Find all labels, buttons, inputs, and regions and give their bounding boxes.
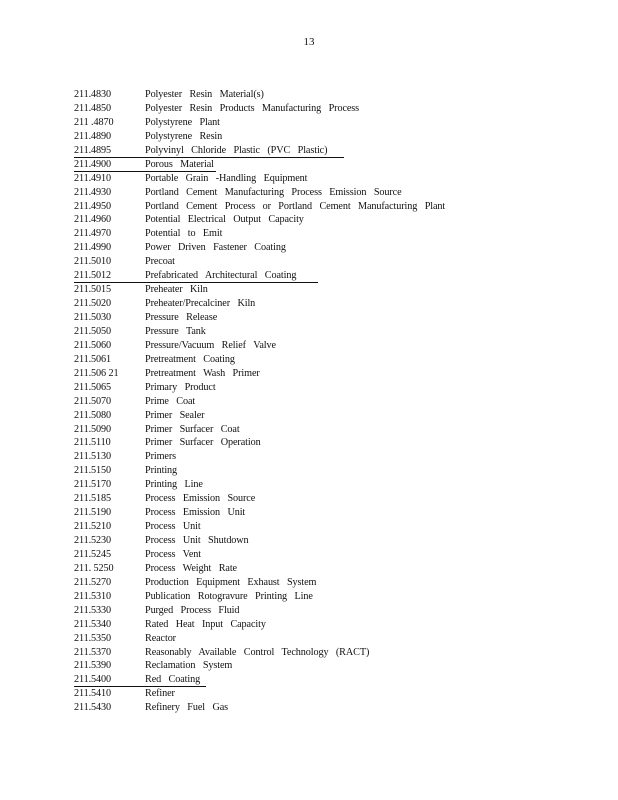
definition-row (74, 283, 594, 297)
definition-row (74, 646, 594, 660)
section-code: 211.5185 (74, 493, 112, 505)
defined-term: Rated Heat Input Capacity (145, 618, 266, 630)
definition-row (74, 534, 594, 548)
section-code: 211.5070 (74, 395, 112, 407)
definition-row (74, 436, 594, 450)
section-code: 211.4895 (74, 144, 112, 156)
definition-row (74, 506, 594, 520)
section-code: 211.5030 (74, 312, 112, 323)
section-code: 211.5350 (74, 632, 112, 644)
defined-term: Primary Product (145, 381, 216, 393)
definition-row (74, 395, 594, 409)
definition-row (74, 464, 594, 478)
defined-term: Process Emission Source (145, 493, 256, 505)
definition-row (74, 255, 594, 269)
defined-term: Primer Surfacer Operation (145, 437, 261, 449)
definition-row (74, 632, 594, 646)
definition-row (74, 241, 594, 255)
defined-term: Publication Rotogravure Printing Line (145, 590, 313, 602)
defined-term: Porous Material (145, 158, 214, 170)
definition-row (74, 673, 206, 687)
defined-term: Power Driven Fastener Coating (145, 242, 286, 254)
defined-term: Prefabricated Architectural Coating (145, 270, 297, 282)
defined-term: Portable Grain -Handling Equipment (145, 172, 308, 184)
definition-row (74, 701, 594, 715)
defined-term: Potential Electrical Output Capacity (145, 214, 304, 226)
definition-row (74, 520, 594, 534)
definition-row (74, 130, 594, 144)
defined-term: Portland Cement Manufacturing Process Emission Source (145, 186, 402, 198)
section-code: 211.4950 (74, 200, 112, 212)
definition-row (74, 144, 344, 158)
section-code: 211.5170 (74, 479, 112, 491)
definition-row (74, 548, 594, 562)
definition-row (74, 116, 594, 130)
section-code: 211.5190 (74, 507, 112, 519)
definition-row (74, 353, 594, 367)
defined-term: Pressure Tank (145, 325, 206, 337)
defined-term: Polystyrene Resin (145, 130, 223, 142)
defined-term: Polyvinyl Chloride Plastic (PVC Plastic) (145, 144, 328, 156)
definition-row (74, 102, 594, 116)
definition-row (74, 590, 594, 604)
section-code: 211.5010 (74, 256, 112, 268)
section-code: 211.5061 (74, 353, 112, 365)
defined-term: Refiner (145, 688, 175, 700)
defined-term: Primer Sealer (145, 409, 205, 421)
section-code: 211.5150 (74, 465, 112, 477)
section-code: 211.5230 (74, 535, 112, 546)
definition-row (74, 186, 594, 200)
definition-row (74, 200, 594, 214)
defined-term: Pressure/Vacuum Relief Valve (145, 339, 276, 351)
defined-term: Portland Cement Process or Portland Cement Manufacturing Plant (145, 200, 446, 212)
section-code: 211.5370 (74, 646, 112, 658)
section-code: 211.5012 (74, 270, 112, 282)
section-code: 211.5245 (74, 548, 112, 560)
definition-row (74, 367, 594, 381)
defined-term: Precoat (145, 256, 175, 268)
section-code: 211. 5250 (74, 562, 114, 574)
definition-row (74, 213, 594, 227)
definition-row (74, 158, 216, 172)
definition-row (74, 687, 594, 701)
defined-term: Potential to Emit (145, 228, 223, 240)
section-code: 211.5330 (74, 604, 112, 616)
defined-term: Process Vent (145, 548, 201, 560)
defined-term: Process Emission Unit (145, 507, 246, 519)
defined-term: Reasonably Available Control Technology (RACT) (145, 646, 370, 658)
definition-row (74, 311, 594, 325)
defined-term: Process Unit (145, 521, 201, 533)
section-code: 211.5410 (74, 688, 112, 700)
defined-term: Pretreatment Coating (145, 353, 235, 365)
page-number: 13 (303, 36, 315, 48)
defined-term: Primers (145, 451, 176, 463)
defined-term: Prime Coat (145, 395, 196, 407)
section-code: 211.4970 (74, 228, 112, 240)
definition-row (74, 450, 594, 464)
section-code: 211 .4870 (74, 116, 114, 128)
defined-term: Refinery Fuel Gas (145, 702, 228, 714)
section-code: 211.4850 (74, 102, 112, 114)
section-code: 211.5390 (74, 660, 112, 672)
defined-term: Preheater/Precalciner Kiln (145, 298, 256, 310)
section-code: 211.5110 (74, 437, 111, 449)
definition-row (74, 562, 594, 576)
defined-term: Red Coating (145, 674, 201, 686)
defined-term: Primer Surfacer Coat (145, 423, 240, 435)
section-code: 211.5270 (74, 576, 112, 588)
defined-term: Reclamation System (145, 660, 233, 672)
defined-term: Process Weight Rate (145, 562, 237, 574)
section-code: 211.4990 (74, 242, 112, 254)
section-code: 211.506 21 (74, 367, 119, 379)
definition-row (74, 478, 594, 492)
defined-term: Polyester Resin Products Manufacturing Process (145, 102, 360, 114)
section-code: 211.5210 (74, 521, 112, 533)
definition-row (74, 297, 594, 311)
definition-row (74, 618, 594, 632)
section-code: 211.4900 (74, 158, 112, 170)
section-code: 211.4910 (74, 172, 112, 184)
section-code: 211.5430 (74, 702, 112, 714)
definition-row (74, 339, 594, 353)
section-code: 211.5130 (74, 451, 112, 463)
section-code: 211.5020 (74, 298, 112, 310)
definition-row (74, 492, 594, 506)
defined-term: Pressure Release (145, 312, 218, 323)
section-code: 211.5310 (74, 590, 112, 602)
definition-row (74, 172, 594, 186)
definition-row (74, 227, 594, 241)
definition-row (74, 325, 594, 339)
defined-term: Printing Line (145, 479, 203, 491)
definitions-list (74, 88, 594, 715)
defined-term: Purged Process Fluid (145, 604, 240, 616)
section-code: 211.4890 (74, 130, 112, 142)
section-code: 211.5065 (74, 381, 112, 393)
definition-row (74, 409, 594, 423)
section-code: 211.5060 (74, 339, 112, 351)
definition-row (74, 269, 318, 283)
defined-term: Polyester Resin Material(s) (145, 89, 264, 100)
section-code: 211.4960 (74, 214, 112, 226)
definition-row (74, 381, 594, 395)
section-code: 211.5050 (74, 325, 112, 337)
definition-row (74, 576, 594, 590)
section-code: 211.4830 (74, 89, 112, 100)
defined-term: Production Equipment Exhaust System (145, 576, 317, 588)
defined-term: Reactor (145, 632, 176, 644)
section-code: 211.5080 (74, 409, 112, 421)
defined-term: Pretreatment Wash Primer (145, 367, 260, 379)
defined-term: Process Unit Shutdown (145, 535, 249, 546)
definition-row (74, 88, 594, 102)
section-code: 211.4930 (74, 186, 112, 198)
defined-term: Printing (145, 465, 178, 477)
definition-row (74, 423, 594, 437)
defined-term: Preheater Kiln (145, 284, 208, 296)
definition-row (74, 604, 594, 618)
definition-row (74, 659, 594, 673)
defined-term: Polystyrene Plant (145, 116, 220, 128)
section-code: 211.5400 (74, 674, 112, 686)
section-code: 211.5090 (74, 423, 112, 435)
section-code: 211.5340 (74, 618, 112, 630)
section-code: 211.5015 (74, 284, 112, 296)
